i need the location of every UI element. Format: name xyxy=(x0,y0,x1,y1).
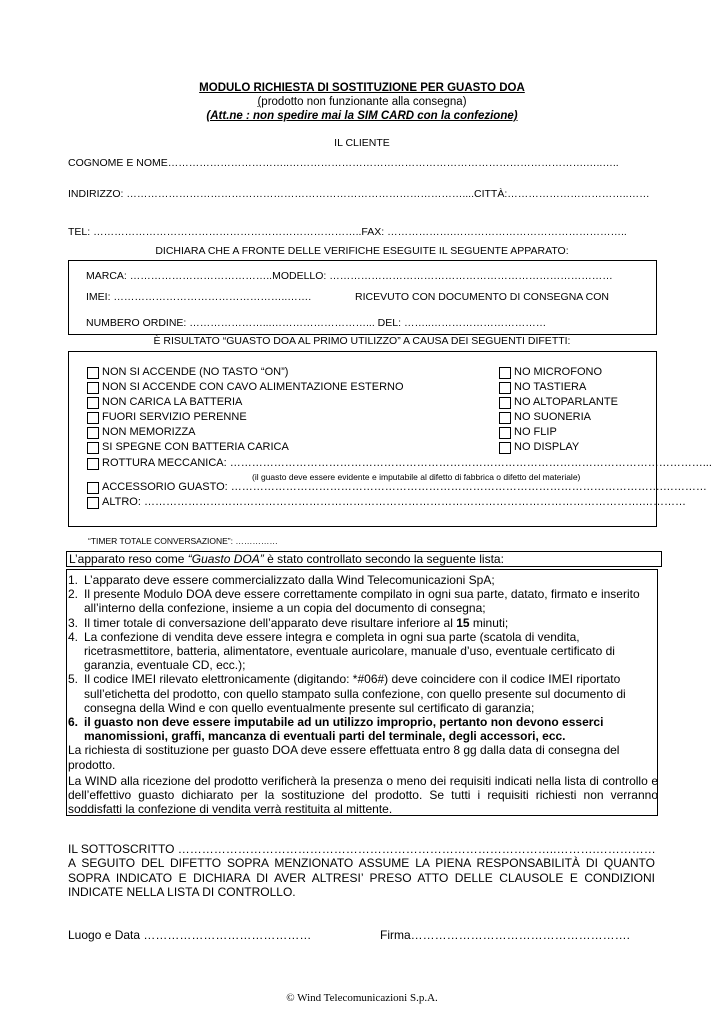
marca-modello-field[interactable]: MARCA: …………………………………..MODELLO: ……………………………………………………………………… xyxy=(86,270,613,282)
item-number: 5. xyxy=(68,672,79,687)
checklist-item xyxy=(68,715,658,743)
guasto-note: (il guasto deve essere evidente e imputabile al difetto di fabbrica o difetto del materiale) xyxy=(252,472,581,482)
luogo-data-field[interactable]: Luogo e Data …………………………………… xyxy=(68,928,312,942)
subtitle-paren: ( xyxy=(257,96,262,108)
tel-fax-field[interactable]: TEL: …………………………………………………………………..FAX: ……………….………………………………………….. xyxy=(68,226,627,238)
checklist-intro xyxy=(69,552,504,566)
declaration-text: A SEGUITO DEL DIFETTO SOPRA MENZIONATO ASSUME LA PIENA RESPONSABILITÀ DI QUANTO SOPRA INDICATO E DICHIARA DI AVER ALTRESI’ PRESO ATTO DELLE CLAUSOLE E CONDIZIONI INDICATE NELLA LISTA DI CONTROLLO. xyxy=(68,856,655,899)
item-number: 6. xyxy=(68,715,79,730)
item-text xyxy=(84,616,658,630)
item-text-a: Il timer totale di conversazione dell’apparato deve risultare inferiore al xyxy=(84,615,457,630)
checklist-item xyxy=(68,672,658,715)
defect-label: NON MEMORIZZA xyxy=(102,426,196,438)
intro-text-end: è stato controllato secondo la seguente lista: xyxy=(263,552,504,566)
item-text-c: minuti; xyxy=(469,615,509,630)
item-number: 2. xyxy=(68,587,79,602)
sim-warning: (Att.ne : non spedire mai la SIM CARD con la confezione) xyxy=(206,110,518,122)
item-text: Il codice IMEI rilevato elettronicamente (digitando: *#06#) deve coincidere con il codice IMEI riportato sull’etichetta del prodotto, con quello stampato sulla confezione, con quello presente sul documento di consegna della Wind e con quello eventualmente presente sul certificato di garanzia; xyxy=(84,672,626,715)
checklist-item xyxy=(68,573,658,587)
checkbox-si-spegne[interactable] xyxy=(87,442,99,454)
checkbox-no-altoparlante[interactable] xyxy=(499,397,511,409)
item-number: 1. xyxy=(68,573,79,587)
checkbox-no-suoneria[interactable] xyxy=(499,412,511,424)
defect-label: NO SUONERIA xyxy=(514,411,592,423)
deadline-paragraph: La richiesta di sostituzione per guasto DOA deve essere effettuata entro 8 gg dalla data di consegna del prodotto. xyxy=(68,743,620,772)
checkbox-non-si-accende[interactable] xyxy=(87,367,99,379)
accessorio-field[interactable]: ACCESSORIO GUASTO: ……………………………………………………………………………………………………….………… xyxy=(102,481,707,493)
item-text: Il presente Modulo DOA deve essere correttamente compilato in ogni sua parte, datato, firmato e inserito all’interno della confezione, insieme a un copia del documento di consegna; xyxy=(84,587,640,616)
defect-label: SI SPEGNE CON BATTERIA CARICA xyxy=(102,441,289,453)
ordine-field[interactable]: NUMBERO ORDINE: …………………...………………………... DEL: ……..…………………………… xyxy=(86,317,547,329)
cognome-field[interactable]: COGNOME E NOME……………………………..………………………………………………………………………….…..….. xyxy=(68,157,619,169)
item-text: il guasto non deve essere imputabile ad un utilizzo improprio, pertanto non devono esserci manomissioni, graffi, mancanza di eventuali parti del terminale, degli accessori, ecc. xyxy=(84,715,604,744)
checklist xyxy=(68,573,658,816)
defect-label: NON SI ACCENDE (NO TASTO “ON”) xyxy=(102,366,289,378)
dichiara-text: DICHIARA CHE A FRONTE DELLE VERIFICHE ESEGUITE IL SEGUENTE APPARATO: xyxy=(155,245,569,257)
checkbox-accessorio[interactable] xyxy=(87,482,99,494)
defect-label: NON CARICA LA BATTERIA xyxy=(102,396,243,408)
checklist-item xyxy=(68,616,658,630)
checkbox-non-memorizza[interactable] xyxy=(87,427,99,439)
checklist-item xyxy=(68,630,658,673)
item-number: 3. xyxy=(68,615,79,630)
timer-field[interactable]: “TIMER TOTALE CONVERSAZIONE”: …………… xyxy=(88,536,278,546)
client-heading: IL CLIENTE xyxy=(334,137,390,149)
defect-label: NO DISPLAY xyxy=(514,441,580,453)
item-number: 4. xyxy=(68,629,79,644)
subtitle-text: prodotto non funzionante alla consegna) xyxy=(261,96,467,108)
checkbox-no-tastiera[interactable] xyxy=(499,382,511,394)
intro-text: L’apparato reso come xyxy=(69,552,188,566)
checkbox-rottura-meccanica[interactable] xyxy=(87,458,99,470)
defect-label: NO ALTOPARLANTE xyxy=(514,396,618,408)
defect-label: NO TASTIERA xyxy=(514,381,587,393)
item-text: L’apparato deve essere commercializzato dalla Wind Telecomunicazioni SpA; xyxy=(84,573,495,587)
form-subtitle xyxy=(0,96,724,108)
intro-italic: “Guasto DOA” xyxy=(187,552,264,566)
checkbox-no-flip[interactable] xyxy=(499,427,511,439)
checklist-item xyxy=(68,587,658,615)
sottoscritto-field[interactable]: IL SOTTOSCRITTO …………………………………………………………………………………..……….…………… xyxy=(68,842,656,856)
rottura-field[interactable]: ROTTURA MECCANICA: …………………………………………………………………………………………………………………... xyxy=(102,457,712,469)
copyright-footer: © Wind Telecomunicazioni S.p.A. xyxy=(286,992,438,1004)
verification-paragraph: La WIND alla ricezione del prodotto verificherà la presenza o meno dei requisiti indicati nella lista di controllo e dell’effettivo guasto dichiarato per la sostituzione del prodotto. Se tutti i requisiti richiesti non verranno soddisfatti la confezione di vendita verrà restituita al mittente. xyxy=(68,773,658,817)
item-text-bold: 15 xyxy=(456,615,470,630)
defect-label: FUORI SERVIZIO PERENNE xyxy=(102,411,247,423)
checkbox-no-microfono[interactable] xyxy=(499,367,511,379)
defect-label: NO FLIP xyxy=(514,426,557,438)
defects-heading: È RISULTATO “GUASTO DOA AL PRIMO UTILIZZO” A CAUSA DEI SEGUENTI DIFETTI: xyxy=(153,335,571,347)
ricevuto-text: RICEVUTO CON DOCUMENTO DI CONSEGNA CON xyxy=(355,291,609,303)
indirizzo-field[interactable]: INDIRIZZO: ……………………………………………………………………………………....CITTÀ:……………………………..…… xyxy=(68,188,650,200)
checkbox-no-display[interactable] xyxy=(499,442,511,454)
checkbox-altro[interactable] xyxy=(87,497,99,509)
item-text: La confezione di vendita deve essere integra e completa in ogni sua parte (scatola di vendita, ricetrasmettitore, batteria, alimentatore, eventuale auricolare, manuale d’uso, eventuale certificato di garanzia, eventuale CD, ecc.); xyxy=(84,629,615,673)
altro-field[interactable]: ALTRO: ……………………………………………………………………………………………………………………….………… xyxy=(102,496,687,508)
defect-label: NON SI ACCENDE CON CAVO ALIMENTAZIONE ESTERNO xyxy=(102,381,404,393)
checkbox-non-carica[interactable] xyxy=(87,397,99,409)
imei-field[interactable]: IMEI: …………………………………………..……. xyxy=(86,291,312,303)
checkbox-cavo-alimentazione[interactable] xyxy=(87,382,99,394)
form-title: MODULO RICHIESTA DI SOSTITUZIONE PER GUASTO DOA xyxy=(199,82,525,94)
firma-field[interactable]: Firma………………………………………………. xyxy=(380,928,630,942)
checkbox-fuori-servizio[interactable] xyxy=(87,412,99,424)
defect-label: NO MICROFONO xyxy=(514,366,602,378)
